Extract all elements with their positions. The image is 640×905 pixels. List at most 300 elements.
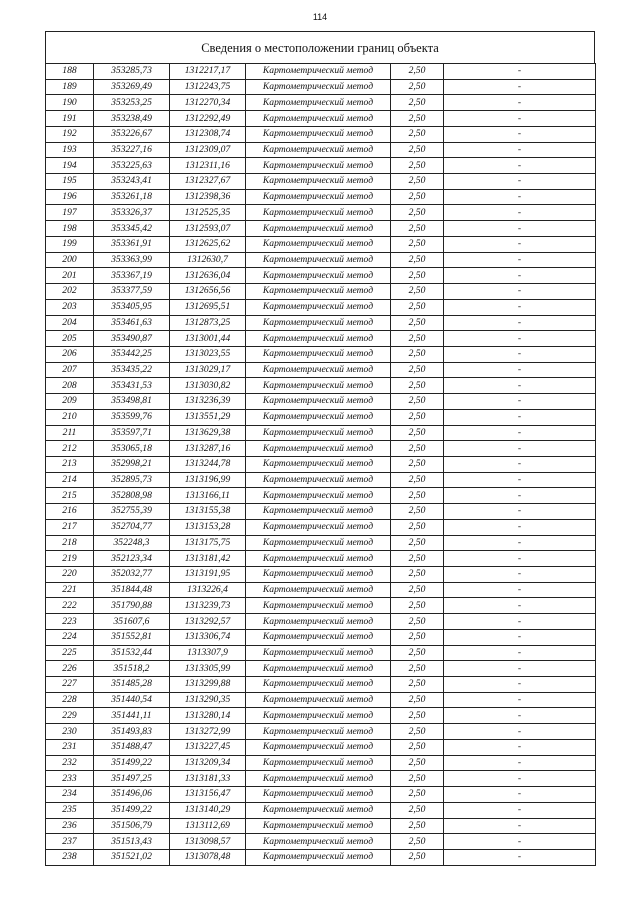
x-coordinate-cell: 353498,81 [94, 394, 170, 410]
x-coordinate-cell: 353269,49 [94, 79, 170, 95]
description-cell: - [444, 95, 596, 111]
x-coordinate-cell: 353361,91 [94, 236, 170, 252]
description-cell: - [444, 425, 596, 441]
x-coordinate-cell: 351513,43 [94, 834, 170, 850]
x-coordinate-cell: 353225,63 [94, 158, 170, 174]
coordinates-table [45, 63, 596, 866]
point-number-cell: 200 [46, 252, 94, 268]
method-cell: Картометрический метод [246, 142, 391, 158]
accuracy-cell: 2,50 [391, 189, 444, 205]
y-coordinate-cell: 1312311,16 [170, 158, 246, 174]
point-number-cell: 192 [46, 126, 94, 142]
point-number-cell: 222 [46, 598, 94, 614]
table-row [46, 362, 596, 378]
accuracy-cell: 2,50 [391, 488, 444, 504]
description-cell: - [444, 567, 596, 583]
table-row [46, 472, 596, 488]
description-cell: - [444, 315, 596, 331]
point-number-cell: 233 [46, 771, 94, 787]
table-row [46, 79, 596, 95]
x-coordinate-cell: 353367,19 [94, 268, 170, 284]
y-coordinate-cell: 1313181,42 [170, 551, 246, 567]
accuracy-cell: 2,50 [391, 174, 444, 190]
point-number-cell: 188 [46, 64, 94, 80]
description-cell: - [444, 252, 596, 268]
y-coordinate-cell: 1313001,44 [170, 331, 246, 347]
accuracy-cell: 2,50 [391, 236, 444, 252]
accuracy-cell: 2,50 [391, 64, 444, 80]
x-coordinate-cell: 353227,16 [94, 142, 170, 158]
table-row [46, 598, 596, 614]
point-number-cell: 224 [46, 629, 94, 645]
table-row [46, 425, 596, 441]
y-coordinate-cell: 1313280,14 [170, 708, 246, 724]
table-row [46, 708, 596, 724]
method-cell: Картометрический метод [246, 724, 391, 740]
page-number: 114 [312, 12, 328, 22]
description-cell: - [444, 441, 596, 457]
y-coordinate-cell: 1313153,28 [170, 519, 246, 535]
description-cell: - [444, 535, 596, 551]
y-coordinate-cell: 1313299,88 [170, 677, 246, 693]
boundary-sheet [45, 31, 595, 866]
table-row [46, 787, 596, 803]
point-number-cell: 236 [46, 818, 94, 834]
accuracy-cell: 2,50 [391, 519, 444, 535]
point-number-cell: 208 [46, 378, 94, 394]
point-number-cell: 217 [46, 519, 94, 535]
x-coordinate-cell: 352032,77 [94, 567, 170, 583]
y-coordinate-cell: 1313166,11 [170, 488, 246, 504]
accuracy-cell: 2,50 [391, 645, 444, 661]
x-coordinate-cell: 352895,73 [94, 472, 170, 488]
y-coordinate-cell: 1313305,99 [170, 661, 246, 677]
description-cell: - [444, 362, 596, 378]
x-coordinate-cell: 353345,42 [94, 221, 170, 237]
y-coordinate-cell: 1313239,73 [170, 598, 246, 614]
x-coordinate-cell: 351499,22 [94, 755, 170, 771]
description-cell: - [444, 551, 596, 567]
description-cell: - [444, 378, 596, 394]
method-cell: Картометрический метод [246, 378, 391, 394]
description-cell: - [444, 692, 596, 708]
y-coordinate-cell: 1313236,39 [170, 394, 246, 410]
description-cell: - [444, 284, 596, 300]
method-cell: Картометрический метод [246, 456, 391, 472]
point-number-cell: 216 [46, 504, 94, 520]
table-row [46, 252, 596, 268]
x-coordinate-cell: 351532,44 [94, 645, 170, 661]
table-row [46, 551, 596, 567]
method-cell: Картометрический метод [246, 409, 391, 425]
description-cell: - [444, 755, 596, 771]
point-number-cell: 194 [46, 158, 94, 174]
method-cell: Картометрический метод [246, 268, 391, 284]
table-row [46, 299, 596, 315]
method-cell: Картометрический метод [246, 708, 391, 724]
point-number-cell: 207 [46, 362, 94, 378]
y-coordinate-cell: 1312327,67 [170, 174, 246, 190]
point-number-cell: 223 [46, 614, 94, 630]
x-coordinate-cell: 352248,3 [94, 535, 170, 551]
x-coordinate-cell: 353326,37 [94, 205, 170, 221]
y-coordinate-cell: 1313140,29 [170, 802, 246, 818]
x-coordinate-cell: 353461,63 [94, 315, 170, 331]
accuracy-cell: 2,50 [391, 614, 444, 630]
method-cell: Картометрический метод [246, 661, 391, 677]
point-number-cell: 232 [46, 755, 94, 771]
accuracy-cell: 2,50 [391, 834, 444, 850]
table-row [46, 614, 596, 630]
description-cell: - [444, 472, 596, 488]
x-coordinate-cell: 353431,53 [94, 378, 170, 394]
accuracy-cell: 2,50 [391, 535, 444, 551]
accuracy-cell: 2,50 [391, 95, 444, 111]
description-cell: - [444, 456, 596, 472]
y-coordinate-cell: 1312630,7 [170, 252, 246, 268]
x-coordinate-cell: 353442,25 [94, 346, 170, 362]
x-coordinate-cell: 353490,87 [94, 331, 170, 347]
method-cell: Картометрический метод [246, 519, 391, 535]
method-cell: Картометрический метод [246, 221, 391, 237]
description-cell: - [444, 189, 596, 205]
method-cell: Картометрический метод [246, 755, 391, 771]
y-coordinate-cell: 1313098,57 [170, 834, 246, 850]
description-cell: - [444, 79, 596, 95]
method-cell: Картометрический метод [246, 488, 391, 504]
point-number-cell: 190 [46, 95, 94, 111]
accuracy-cell: 2,50 [391, 708, 444, 724]
description-cell: - [444, 205, 596, 221]
table-row [46, 692, 596, 708]
method-cell: Картометрический метод [246, 205, 391, 221]
description-cell: - [444, 236, 596, 252]
accuracy-cell: 2,50 [391, 409, 444, 425]
accuracy-cell: 2,50 [391, 582, 444, 598]
table-row [46, 629, 596, 645]
description-cell: - [444, 111, 596, 127]
table-row [46, 142, 596, 158]
method-cell: Картометрический метод [246, 834, 391, 850]
method-cell: Картометрический метод [246, 629, 391, 645]
description-cell: - [444, 299, 596, 315]
y-coordinate-cell: 1312270,34 [170, 95, 246, 111]
point-number-cell: 203 [46, 299, 94, 315]
y-coordinate-cell: 1313307,9 [170, 645, 246, 661]
table-row [46, 645, 596, 661]
point-number-cell: 225 [46, 645, 94, 661]
point-number-cell: 212 [46, 441, 94, 457]
description-cell: - [444, 331, 596, 347]
x-coordinate-cell: 351485,28 [94, 677, 170, 693]
accuracy-cell: 2,50 [391, 818, 444, 834]
accuracy-cell: 2,50 [391, 111, 444, 127]
accuracy-cell: 2,50 [391, 362, 444, 378]
method-cell: Картометрический метод [246, 174, 391, 190]
method-cell: Картометрический метод [246, 771, 391, 787]
table-row [46, 567, 596, 583]
point-number-cell: 195 [46, 174, 94, 190]
point-number-cell: 204 [46, 315, 94, 331]
accuracy-cell: 2,50 [391, 771, 444, 787]
accuracy-cell: 2,50 [391, 739, 444, 755]
table-row [46, 158, 596, 174]
x-coordinate-cell: 353599,76 [94, 409, 170, 425]
x-coordinate-cell: 351499,22 [94, 802, 170, 818]
method-cell: Картометрический метод [246, 567, 391, 583]
method-cell: Картометрический метод [246, 441, 391, 457]
accuracy-cell: 2,50 [391, 472, 444, 488]
point-number-cell: 196 [46, 189, 94, 205]
point-number-cell: 237 [46, 834, 94, 850]
y-coordinate-cell: 1313292,57 [170, 614, 246, 630]
table-row [46, 441, 596, 457]
accuracy-cell: 2,50 [391, 315, 444, 331]
y-coordinate-cell: 1313029,17 [170, 362, 246, 378]
y-coordinate-cell: 1312243,75 [170, 79, 246, 95]
x-coordinate-cell: 353261,18 [94, 189, 170, 205]
x-coordinate-cell: 353597,71 [94, 425, 170, 441]
table-row [46, 488, 596, 504]
point-number-cell: 230 [46, 724, 94, 740]
table-row [46, 834, 596, 850]
method-cell: Картометрический метод [246, 111, 391, 127]
point-number-cell: 220 [46, 567, 94, 583]
description-cell: - [444, 724, 596, 740]
point-number-cell: 209 [46, 394, 94, 410]
method-cell: Картометрический метод [246, 739, 391, 755]
method-cell: Картометрический метод [246, 677, 391, 693]
description-cell: - [444, 598, 596, 614]
description-cell: - [444, 504, 596, 520]
method-cell: Картометрический метод [246, 582, 391, 598]
x-coordinate-cell: 351844,48 [94, 582, 170, 598]
description-cell: - [444, 409, 596, 425]
point-number-cell: 198 [46, 221, 94, 237]
method-cell: Картометрический метод [246, 79, 391, 95]
method-cell: Картометрический метод [246, 236, 391, 252]
description-cell: - [444, 519, 596, 535]
x-coordinate-cell: 351506,79 [94, 818, 170, 834]
point-number-cell: 234 [46, 787, 94, 803]
point-number-cell: 229 [46, 708, 94, 724]
y-coordinate-cell: 1313023,55 [170, 346, 246, 362]
accuracy-cell: 2,50 [391, 504, 444, 520]
table-row [46, 394, 596, 410]
accuracy-cell: 2,50 [391, 677, 444, 693]
method-cell: Картометрический метод [246, 64, 391, 80]
table-row [46, 519, 596, 535]
x-coordinate-cell: 351521,02 [94, 849, 170, 865]
y-coordinate-cell: 1313226,4 [170, 582, 246, 598]
point-number-cell: 201 [46, 268, 94, 284]
y-coordinate-cell: 1313272,99 [170, 724, 246, 740]
point-number-cell: 214 [46, 472, 94, 488]
table-row [46, 739, 596, 755]
point-number-cell: 189 [46, 79, 94, 95]
y-coordinate-cell: 1313244,78 [170, 456, 246, 472]
y-coordinate-cell: 1313112,69 [170, 818, 246, 834]
y-coordinate-cell: 1312217,17 [170, 64, 246, 80]
y-coordinate-cell: 1313227,45 [170, 739, 246, 755]
table-row [46, 409, 596, 425]
accuracy-cell: 2,50 [391, 755, 444, 771]
x-coordinate-cell: 351607,6 [94, 614, 170, 630]
description-cell: - [444, 346, 596, 362]
description-cell: - [444, 708, 596, 724]
x-coordinate-cell: 353238,49 [94, 111, 170, 127]
point-number-cell: 215 [46, 488, 94, 504]
accuracy-cell: 2,50 [391, 787, 444, 803]
table-row [46, 378, 596, 394]
description-cell: - [444, 818, 596, 834]
x-coordinate-cell: 352123,34 [94, 551, 170, 567]
accuracy-cell: 2,50 [391, 346, 444, 362]
accuracy-cell: 2,50 [391, 567, 444, 583]
point-number-cell: 219 [46, 551, 94, 567]
accuracy-cell: 2,50 [391, 598, 444, 614]
y-coordinate-cell: 1313078,48 [170, 849, 246, 865]
point-number-cell: 228 [46, 692, 94, 708]
point-number-cell: 238 [46, 849, 94, 865]
table-row [46, 755, 596, 771]
description-cell: - [444, 787, 596, 803]
table-row [46, 582, 596, 598]
description-cell: - [444, 614, 596, 630]
y-coordinate-cell: 1312292,49 [170, 111, 246, 127]
y-coordinate-cell: 1313030,82 [170, 378, 246, 394]
description-cell: - [444, 645, 596, 661]
description-cell: - [444, 582, 596, 598]
y-coordinate-cell: 1312398,36 [170, 189, 246, 205]
table-row [46, 535, 596, 551]
x-coordinate-cell: 351493,83 [94, 724, 170, 740]
description-cell: - [444, 394, 596, 410]
method-cell: Картометрический метод [246, 535, 391, 551]
y-coordinate-cell: 1312309,07 [170, 142, 246, 158]
method-cell: Картометрический метод [246, 425, 391, 441]
table-row [46, 221, 596, 237]
point-number-cell: 197 [46, 205, 94, 221]
table-row [46, 284, 596, 300]
x-coordinate-cell: 351488,47 [94, 739, 170, 755]
y-coordinate-cell: 1312636,04 [170, 268, 246, 284]
y-coordinate-cell: 1313191,95 [170, 567, 246, 583]
accuracy-cell: 2,50 [391, 629, 444, 645]
table-row [46, 236, 596, 252]
point-number-cell: 227 [46, 677, 94, 693]
y-coordinate-cell: 1313196,99 [170, 472, 246, 488]
method-cell: Картометрический метод [246, 189, 391, 205]
y-coordinate-cell: 1313287,16 [170, 441, 246, 457]
accuracy-cell: 2,50 [391, 158, 444, 174]
description-cell: - [444, 126, 596, 142]
y-coordinate-cell: 1312625,62 [170, 236, 246, 252]
method-cell: Картометрический метод [246, 787, 391, 803]
description-cell: - [444, 739, 596, 755]
method-cell: Картометрический метод [246, 252, 391, 268]
point-number-cell: 199 [46, 236, 94, 252]
accuracy-cell: 2,50 [391, 252, 444, 268]
point-number-cell: 206 [46, 346, 94, 362]
y-coordinate-cell: 1313156,47 [170, 787, 246, 803]
accuracy-cell: 2,50 [391, 221, 444, 237]
method-cell: Картометрический метод [246, 692, 391, 708]
description-cell: - [444, 771, 596, 787]
y-coordinate-cell: 1313175,75 [170, 535, 246, 551]
description-cell: - [444, 849, 596, 865]
method-cell: Картометрический метод [246, 95, 391, 111]
point-number-cell: 213 [46, 456, 94, 472]
point-number-cell: 191 [46, 111, 94, 127]
table-row [46, 724, 596, 740]
method-cell: Картометрический метод [246, 849, 391, 865]
x-coordinate-cell: 352704,77 [94, 519, 170, 535]
description-cell: - [444, 802, 596, 818]
accuracy-cell: 2,50 [391, 551, 444, 567]
x-coordinate-cell: 352998,21 [94, 456, 170, 472]
x-coordinate-cell: 353253,25 [94, 95, 170, 111]
table-row [46, 849, 596, 865]
accuracy-cell: 2,50 [391, 456, 444, 472]
accuracy-cell: 2,50 [391, 394, 444, 410]
table-row [46, 802, 596, 818]
method-cell: Картометрический метод [246, 504, 391, 520]
x-coordinate-cell: 351496,06 [94, 787, 170, 803]
description-cell: - [444, 174, 596, 190]
y-coordinate-cell: 1312656,56 [170, 284, 246, 300]
y-coordinate-cell: 1313209,34 [170, 755, 246, 771]
table-row [46, 126, 596, 142]
point-number-cell: 202 [46, 284, 94, 300]
method-cell: Картометрический метод [246, 818, 391, 834]
accuracy-cell: 2,50 [391, 284, 444, 300]
description-cell: - [444, 64, 596, 80]
accuracy-cell: 2,50 [391, 724, 444, 740]
table-row [46, 189, 596, 205]
x-coordinate-cell: 351790,88 [94, 598, 170, 614]
description-cell: - [444, 158, 596, 174]
point-number-cell: 211 [46, 425, 94, 441]
table-row [46, 315, 596, 331]
table-row [46, 346, 596, 362]
accuracy-cell: 2,50 [391, 425, 444, 441]
accuracy-cell: 2,50 [391, 126, 444, 142]
accuracy-cell: 2,50 [391, 331, 444, 347]
method-cell: Картометрический метод [246, 315, 391, 331]
table-row [46, 111, 596, 127]
point-number-cell: 235 [46, 802, 94, 818]
description-cell: - [444, 221, 596, 237]
method-cell: Картометрический метод [246, 802, 391, 818]
y-coordinate-cell: 1312695,51 [170, 299, 246, 315]
description-cell: - [444, 629, 596, 645]
method-cell: Картометрический метод [246, 394, 391, 410]
point-number-cell: 205 [46, 331, 94, 347]
description-cell: - [444, 661, 596, 677]
method-cell: Картометрический метод [246, 362, 391, 378]
table-row [46, 456, 596, 472]
table-row [46, 677, 596, 693]
method-cell: Картометрический метод [246, 472, 391, 488]
y-coordinate-cell: 1313306,74 [170, 629, 246, 645]
accuracy-cell: 2,50 [391, 142, 444, 158]
x-coordinate-cell: 351518,2 [94, 661, 170, 677]
x-coordinate-cell: 352755,39 [94, 504, 170, 520]
point-number-cell: 218 [46, 535, 94, 551]
method-cell: Картометрический метод [246, 126, 391, 142]
x-coordinate-cell: 353243,41 [94, 174, 170, 190]
